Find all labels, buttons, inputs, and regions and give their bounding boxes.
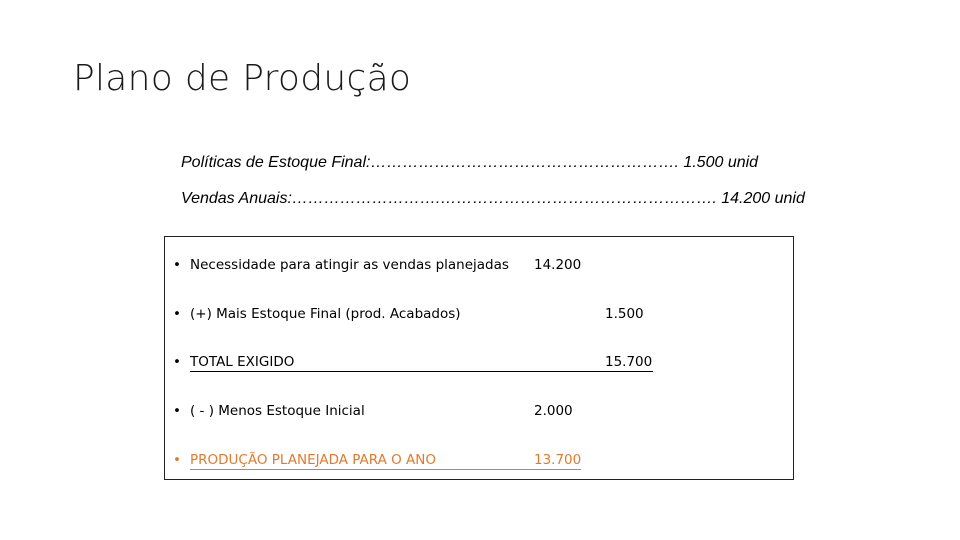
list-item-total — [165, 354, 793, 376]
row-label: TOTAL EXIGIDO — [190, 354, 295, 370]
row-label: (+) Mais Estoque Final (prod. Acabados) — [190, 306, 461, 322]
row-value: 13.700 — [534, 452, 582, 468]
page-title: Plano de Produção — [73, 58, 412, 99]
row-value: 1.500 — [605, 306, 644, 322]
bullet-icon: • — [173, 306, 181, 322]
bullet-icon: • — [173, 257, 181, 273]
bullet-icon: • — [173, 452, 181, 468]
bullet-icon: • — [173, 354, 181, 370]
row-label: PRODUÇÃO PLANEJADA PARA O ANO — [190, 452, 437, 468]
underline — [190, 469, 581, 470]
list-item — [165, 306, 793, 328]
row-value: 14.200 — [534, 257, 582, 273]
policy-final-stock: Políticas de Estoque Final:…………………………………………………. 1.500 unid — [181, 154, 759, 171]
list-item — [165, 403, 793, 425]
row-label: Necessidade para atingir as vendas planejadas — [190, 257, 509, 273]
row-value: 15.700 — [605, 354, 653, 370]
row-label: ( - ) Menos Estoque Inicial — [190, 403, 365, 419]
production-plan-box — [164, 236, 794, 480]
policy-annual-sales: Vendas Anuais:……………………….……………………………………………. 14.200 unid — [181, 190, 805, 207]
underline — [190, 371, 653, 372]
bullet-icon: • — [173, 403, 181, 419]
list-item — [165, 257, 793, 279]
list-item-production — [165, 452, 793, 474]
row-value: 2.000 — [534, 403, 573, 419]
